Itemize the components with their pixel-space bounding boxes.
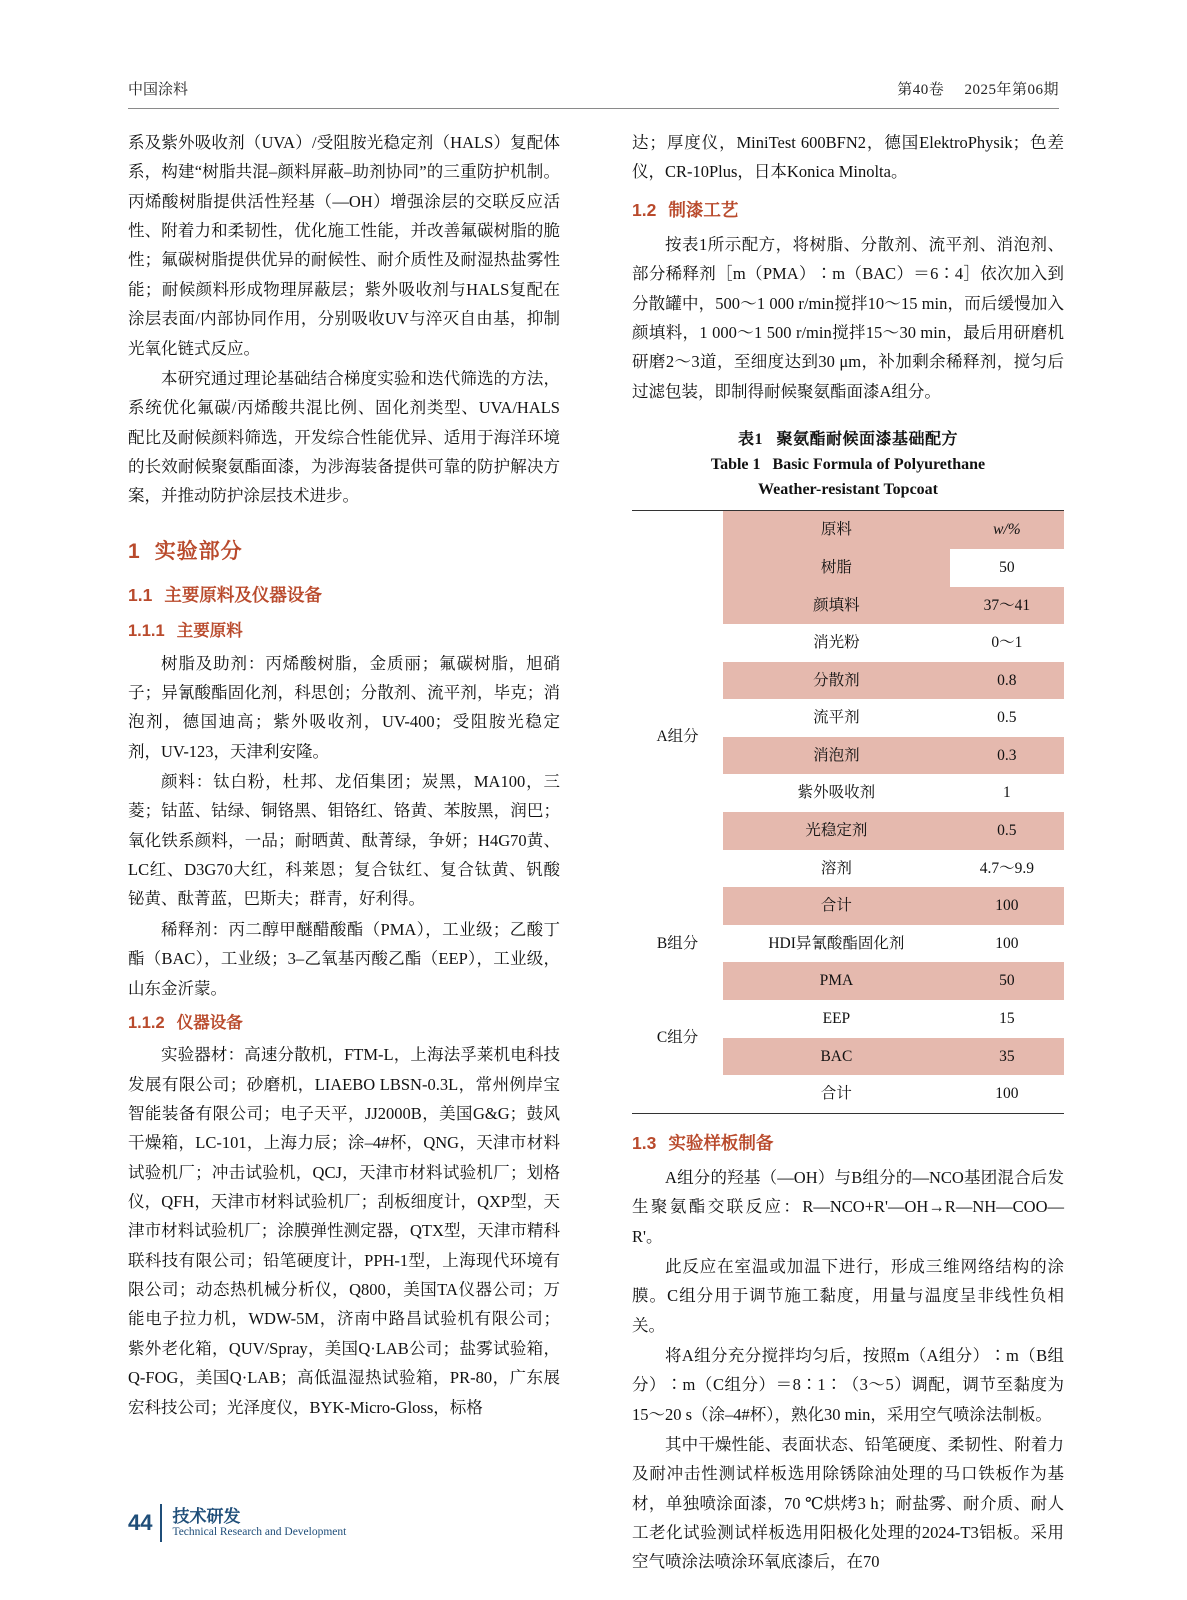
left-column: [128, 128, 560, 1423]
header-mass-fraction: w/%: [950, 511, 1064, 549]
cell-value: 37～41: [950, 587, 1064, 625]
cell-value: 1: [950, 774, 1064, 812]
page-header: [128, 78, 1059, 108]
table-row: [632, 962, 1064, 1000]
table-caption-en-line2: Weather-resistant Topcoat: [758, 480, 938, 498]
table-title-en-1: Basic Formula of Polyurethane: [772, 455, 986, 473]
header-material: 原料: [723, 511, 950, 549]
cell-total-value: 100: [950, 1075, 1064, 1113]
group-label-a: A组分: [632, 549, 723, 925]
paragraph-paint-process: 按表1所示配方，将树脂、分散剂、流平剂、消泡剂、部分稀释剂［m（PMA）∶m（BAC）＝6∶4］依次加入到分散罐中，500～1 000 r/min搅拌10～15 min，而后缓慢加入颜填料，1 000～1 500 r/min搅拌15～30 min，最后用研磨机研磨2～3道，至细度达到30 μm，补加剩余稀释剂，搅匀后过滤包装，即制得耐候聚氨酯面漆A组分。: [632, 234, 1064, 401]
subsubsection-title: 仪器设备: [176, 1013, 243, 1032]
subsection-number: 1.2: [632, 199, 657, 220]
header-divider: [128, 108, 1059, 109]
volume-label: 第40卷: [897, 82, 945, 98]
cell-material: 紫外吸收剂: [723, 774, 950, 812]
cell-material: 消光粉: [723, 624, 950, 662]
section-heading-1-1: [128, 580, 560, 611]
issue-info: [881, 78, 1059, 99]
paragraph-instruments: 实验器材：高速分散机，FTM-L，上海法孚莱机电科技发展有限公司；砂磨机，LIAEBO LBSN-0.3L，常州例岸宝智能装备有限公司；电子天平，JJ2000B，美国G&G；鼓风干燥箱，LC-101，上海力辰；涂–4#杯，QNG，天津市材料试验机厂；冲击试验机，QCJ，天津市材料试验机厂；划格仪，QFH，天津市材料试验机厂；刮板细度计，QXP型，天津市材料试验机厂；涂膜弹性测定器，QTX型，天津市精科联科技有限公司；铅笔硬度计，PPH-1型，上海现代环境有限公司；动态热机械分析仪，Q800，美国TA仪器公司；万能电子拉力机，WDW-5M，济南中路昌试验机有限公司；紫外老化箱，QUV/Spray，美国Q·LAB公司；盐雾试验箱，Q-FOG，美国Q·LAB；高低温湿热试验箱，PR-80，广东展宏科技公司；光泽度仪，BYK-Micro-Gloss，标格: [128, 1045, 560, 1417]
section-heading-1-2: [632, 195, 1064, 226]
subsection-number: 1.3: [632, 1132, 657, 1153]
section-heading-1-1-1: [128, 617, 560, 646]
subsection-title: 实验样板制备: [668, 1132, 774, 1153]
cell-total-label: 合计: [723, 887, 950, 925]
table-1-block: [632, 428, 1064, 1114]
paragraph-study-overview: 本研究通过理论基础结合梯度实验和迭代筛选的方法，系统优化氟碳/丙烯酸共混比例、固化剂类型、UVA/HALS配比及耐候颜料筛选，开发综合性能优异、适用于海洋环境的长效耐候聚氨酯面漆，为涉海装备提供可靠的防护解决方案，并推动防护涂层技术进步。: [128, 368, 560, 506]
cell-material: EEP: [723, 1000, 950, 1038]
table-number-cn: 表1: [737, 431, 763, 449]
cell-value: 0.3: [950, 737, 1064, 775]
subsection-title: 制漆工艺: [668, 199, 739, 220]
table-row: [632, 549, 1064, 587]
subsection-number: 1.1: [128, 585, 153, 606]
cell-material: HDI异氰酸酯固化剂: [723, 925, 950, 963]
section-number: 1: [128, 539, 141, 563]
cell-value: 15: [950, 1000, 1064, 1038]
paragraph-mixing-ratio: 将A组分充分搅拌均匀后，按照m（A组分）∶m（B组分）∶m（C组分）＝8∶1∶（3～5）调配，调节至黏度为15～20 s（涂–4#杯），熟化30 min，采用空气喷涂法制板。: [632, 1345, 1064, 1424]
cell-value: 4.7～9.9: [950, 850, 1064, 888]
cell-material: 消泡剂: [723, 737, 950, 775]
paragraph-continued: 系及紫外吸收剂（UVA）/受阻胺光稳定剂（HALS）复配体系，构建“树脂共混–颜料屏蔽–助剂协同”的三重防护机制。丙烯酸树脂提供活性羟基（—OH）增强涂层的交联反应活性、附着力和柔韧性，优化施工性能，并改善氟碳树脂的脆性；氟碳树脂提供优异的耐候性、耐介质性及耐湿热盐雾性能；耐候颜料形成物理屏蔽层；紫外吸收剂与HALS复配在涂层表面/内部协同作用，分别吸收UV与淬灭自由基，抑制光氧化链式反应。: [128, 133, 560, 358]
cell-value: 0～1: [950, 624, 1064, 662]
cell-value: 35: [950, 1038, 1064, 1076]
paragraph-thinners: 稀释剂：丙二醇甲醚醋酸酯（PMA），工业级；乙酸丁酯（BAC），工业级；3–乙氧基丙酸乙酯（EEP），工业级，山东金沂蒙。: [128, 919, 560, 998]
page-footer: [128, 1504, 346, 1542]
cell-value: 50: [950, 962, 1064, 1000]
table-row: [632, 925, 1064, 963]
footer-divider: [160, 1504, 162, 1542]
formula-table: [632, 510, 1064, 1113]
footer-section-cn: 技术研发: [172, 1506, 241, 1526]
table-title-cn: 聚氨酯耐候面漆基础配方: [776, 431, 959, 449]
paragraph-film-structure: 此反应在室温或加温下进行，形成三维网络结构的涂膜。C组分用于调节施工黏度，用量与温度呈非线性负相关。: [632, 1256, 1064, 1335]
paragraph-pigments: 颜料：钛白粉，杜邦、龙佰集团；炭黑，MA100，三菱；钴蓝、钴绿、铜铬黑、钼铬红、铬黄、苯胺黑，润巴；氧化铁系颜料，一品；耐晒黄、酞菁绿，争妍；H4G70黄、LC红、D3G70大红，科莱恩；复合钛红、复合钛黄、钒酸铋黄、酞菁蓝，巴斯夫；群青，好利得。: [128, 771, 560, 909]
table-caption: [632, 428, 1064, 502]
paragraph-instruments-continued: 达；厚度仪，MiniTest 600BFN2，德国ElektroPhysik；色差仪，CR-10Plus，日本Konica Minolta。: [632, 133, 1064, 182]
cell-material: 树脂: [723, 549, 950, 587]
cell-value: 100: [950, 925, 1064, 963]
cell-material: PMA: [723, 962, 950, 1000]
year-issue-label: 2025年第06期: [964, 82, 1059, 98]
subsubsection-number: 1.1.1: [128, 622, 165, 641]
section-heading-1-1-2: [128, 1009, 560, 1038]
paragraph-crosslink-reaction: A组分的羟基（—OH）与B组分的—NCO基团混合后发生聚氨酯交联反应：R—NCO+R'—OH→R—NH—COO—R'。: [632, 1167, 1064, 1246]
footer-section-en: Technical Research and Development: [172, 1526, 347, 1539]
table-caption-en-line1: [632, 453, 1064, 478]
cell-total-label: 合计: [723, 1075, 950, 1113]
section-title: 实验部分: [154, 539, 243, 563]
cell-value: 0.8: [950, 662, 1064, 700]
cell-material: BAC: [723, 1038, 950, 1076]
right-column: [632, 128, 1064, 1578]
subsection-title: 主要原料及仪器设备: [164, 585, 322, 606]
cell-value: 50: [950, 549, 1064, 587]
cell-value: 0.5: [950, 699, 1064, 737]
table-caption-cn: [632, 428, 1064, 453]
subsubsection-number: 1.1.2: [128, 1013, 165, 1032]
journal-name: 中国涂料: [128, 82, 189, 98]
group-label-b: B组分: [632, 925, 723, 963]
cell-material: 流平剂: [723, 699, 950, 737]
table-header-row: [632, 511, 1064, 549]
section-heading-1-3: [632, 1128, 1064, 1159]
cell-material: 分散剂: [723, 662, 950, 700]
paragraph-resins: 树脂及助剂：丙烯酸树脂，金质丽；氟碳树脂，旭硝子；异氰酸酯固化剂，科思创；分散剂、流平剂，毕克；消泡剂，德国迪高；紫外吸收剂，UV-400；受阻胺光稳定剂，UV-123，天津利安隆。: [128, 653, 560, 761]
cell-material: 颜填料: [723, 587, 950, 625]
page-number: 44: [128, 1510, 153, 1535]
table-number-en: Table 1: [710, 455, 761, 473]
cell-total-value: 100: [950, 887, 1064, 925]
cell-value: 0.5: [950, 812, 1064, 850]
cell-material: 溶剂: [723, 850, 950, 888]
subsubsection-title: 主要原料: [176, 622, 243, 641]
section-heading-1: [128, 533, 560, 570]
group-label-c: C组分: [632, 962, 723, 1113]
cell-material: 光稳定剂: [723, 812, 950, 850]
header-group-cell: [632, 511, 723, 549]
paragraph-panel-preparation: 其中干燥性能、表面状态、铅笔硬度、柔韧性、附着力及耐冲击性测试样板选用除锈除油处理的马口铁板作为基材，单独喷涂面漆，70 ℃烘烤3 h；耐盐雾、耐介质、耐人工老化试验测试样板选用阳极化处理的2024-T3铝板。采用空气喷涂法喷涂环氧底漆后，在70: [632, 1435, 1064, 1572]
